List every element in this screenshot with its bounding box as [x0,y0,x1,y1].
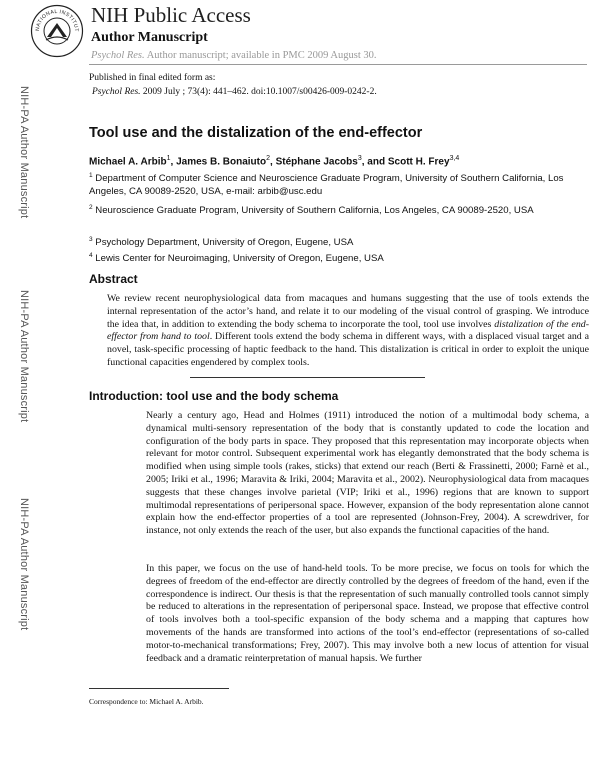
side-stamp-1: NIH-PA Author Manuscript [18,86,30,219]
intro-paragraph-1: Nearly a century ago, Head and Holmes (1911) introduced the notion of a multimodal body schema, a dynamical multi-sensory representation of the body that is constantly updated to code the location and configuration of the body parts in space. They proposed that this representation may incorporate objects when relevant for motor control. Subsequent experimental work has elegantly demonstrated that the body schema is modified when using simple tools (rakes, sticks) that extend our reach (Berti & Frassinetti, 2000; Farnè et al., 2005; Iriki et al., 1996; Maravita & Iriki, 2004; Maravita et al., 2002). Neurophysiological data from macaques suggests that these changes involve parietal (VIP; Iriki et al., 1996) regions that are known to support multimodal representations of peripersonal space. However, expansion of the body representation alone cannot explain how the end-effector properties of a tool are represented (Johnson-Frey, 2004). A screwdriver, for instance, not only extends the reach of the user, but also expands the functional capacities of the hand. [146,410,589,537]
affiliation-text: Neuroscience Graduate Program, University of Southern California, Los Angeles, CA 90089-2520, USA [92,205,534,217]
affiliation-text: Lewis Center for Neuroimaging, University of Oregon, Eugene, USA [92,253,384,265]
author-affil-marker: 2 [266,155,271,162]
paper-title: Tool use and the distalization of the end-effector [89,125,423,141]
author-affil-marker: 3 [357,155,362,162]
citation-details: 2009 July ; 73(4): 441–462. doi:10.1007/s00426-009-0242-2. [140,87,377,97]
author-separator: , [270,156,276,168]
affiliation-1 [89,170,589,198]
side-stamp-2: NIH-PA Author Manuscript [18,290,30,423]
section-divider [190,377,425,378]
svg-text:NATIONAL INSTITUTES OF HEALTH: NATIONAL INSTITUT [34,8,80,33]
affiliation-2 [89,202,589,218]
affiliation-4 [89,250,589,266]
header-divider [89,64,587,65]
availability-text: Author manuscript; available in PMC 2009 August 30. [144,50,377,61]
footnote-divider [89,688,229,689]
abstract-text-b: . Different tools extend the body schema in different ways, with a displaced visual target and a novel, task-specific processing of haptic feedback to the hand. This distalization is critical in order to exploit the unique functional capacities engendered by complex tools. [107,331,589,368]
abstract-paragraph [107,293,589,370]
author-separator: , and [361,156,388,168]
author-list [89,155,459,167]
author-name: Scott H. Frey [387,156,450,168]
affiliation-number: 4 [89,252,93,259]
author-separator: , [170,156,177,168]
author-affil-marker: 1 [166,155,171,162]
intro-paragraph-2: In this paper, we focus on the use of hand-held tools. To be more precise, we focus on tools for which the degrees of freedom of the end-effector are directly controlled by the degrees of freedom of the hand, even if the correspondence is indirect. Our thesis is that the representation of such manually controlled tools cannot simply be reduced to alterations in the representation of peripersonal space. Instead, we propose that effective control of tools involves both a tool-specific expansion of the body schema and a mapping that captures how movements of the hands are transformed into actions of the tool’s end-effector (representations of so-called motor-to-mechanical transformations; Frey, 2007). This may involve both a new locus of attention for visual feedback and a dramatic reinterpretation of manual hapsis. We further [146,563,589,664]
abstract-text-a: We review recent neurophysiological data from macaques and humans suggesting that the use of tools extends the internal representation of the actor’s hand, and relate it to our modeling of the visual control of grasping. We introduce the idea that, in addition to extending the body schema to incorporate the tool, tool use involves [107,293,589,330]
author-name: James B. Bonaiuto [176,156,267,168]
nih-seal-icon [30,4,84,58]
author-affil-marker: 3,4 [449,155,460,162]
nih-public-access-title: NIH Public Access [91,3,251,27]
citation [92,86,377,98]
availability-note [91,49,377,62]
affiliation-number: 2 [89,204,93,211]
affiliation-text: Psychology Department, University of Oregon, Eugene, USA [92,237,354,249]
citation-journal: Psychol Res. [92,87,141,97]
affiliation-number: 1 [89,172,93,179]
published-final-label: Published in final edited form as: [89,73,216,83]
intro-heading: Introduction: tool use and the body schema [89,389,339,403]
side-stamp-3: NIH-PA Author Manuscript [18,498,30,631]
affiliation-text: Department of Computer Science and Neuroscience Graduate Program, University of Southern California, Los Angeles, CA 90089-2520, USA, e-mail: arbib@usc.edu [89,173,564,197]
author-name: Stéphane Jacobs [275,156,358,168]
abstract-emphasis: distalization of the end-effector from hand to tool [107,318,589,343]
author-name: Michael A. Arbib [89,156,167,168]
nih-logo [30,4,84,58]
availability-journal: Psychol Res. [91,50,145,61]
affiliation-number: 3 [89,236,93,243]
abstract-heading: Abstract [89,272,138,286]
affiliation-3 [89,234,589,250]
correspondence-note: Correspondence to: Michael A. Arbib. [89,697,204,706]
author-manuscript-label: Author Manuscript [91,30,208,45]
